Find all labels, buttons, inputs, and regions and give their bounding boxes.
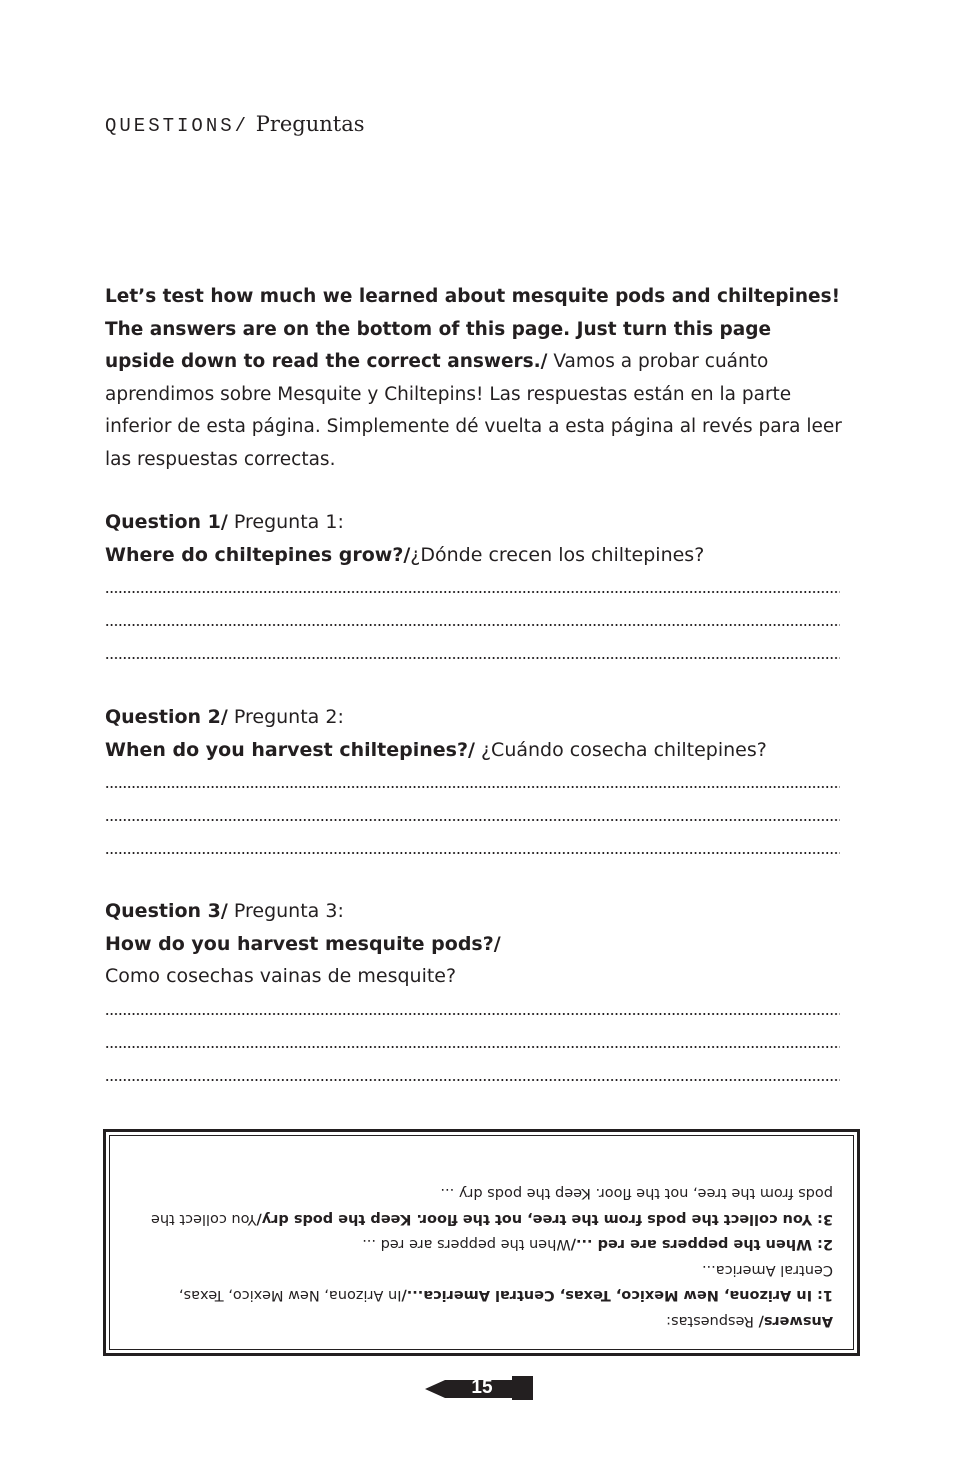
header-questions: QUESTIONS/ bbox=[105, 115, 250, 137]
answer-line[interactable] bbox=[105, 1046, 840, 1048]
header-preguntas: Preguntas bbox=[249, 112, 365, 136]
answers-box bbox=[103, 1129, 860, 1356]
answer-2-en: 2: When the peppers are red .../ bbox=[570, 1236, 833, 1253]
answer-line[interactable] bbox=[105, 624, 840, 626]
question-1 bbox=[105, 506, 845, 571]
intro-spanish: Vamos a probar cuánto aprendimos sobre Mesquite y Chiltepins! Las respuestas están en la parte inferior de esta página. Simplemente dé vuelta a esta página al revés para leer las respuestas correctas. bbox=[105, 351, 842, 470]
answer-line[interactable] bbox=[105, 819, 840, 821]
answer-3-es: You collect the pods from the tree, not the floor. Keep the pods dry ... bbox=[150, 1185, 833, 1227]
answers-inner-border bbox=[109, 1135, 854, 1350]
answers-title: Answers/ bbox=[758, 1313, 833, 1329]
question-3-label: Question 3/ bbox=[105, 900, 228, 922]
question-3-text: How do you harvest mesquite pods?/ bbox=[105, 932, 501, 955]
answer-1-es: In Arizona, New Mexico, Texas, Central America... bbox=[178, 1262, 833, 1304]
answer-1 bbox=[134, 1257, 833, 1308]
answer-line[interactable] bbox=[105, 1079, 840, 1081]
answer-3-en: 3: You collect the pods from the tree, not the floor. Keep the pods dry/ bbox=[256, 1211, 833, 1227]
answer-2 bbox=[134, 1231, 833, 1257]
answer-line[interactable] bbox=[105, 852, 840, 854]
answer-line[interactable] bbox=[105, 786, 840, 788]
answers-title-es: Respuestas: bbox=[666, 1313, 759, 1329]
question-3-text-es: Como cosechas vainas de mesquite? bbox=[105, 965, 457, 987]
question-1-label: Question 1/ bbox=[105, 511, 228, 533]
answer-line[interactable] bbox=[105, 1013, 840, 1015]
question-2 bbox=[105, 701, 845, 766]
answer-2-es: When the peppers are red ... bbox=[362, 1236, 571, 1253]
question-2-text-es: ¿Cuándo cosecha chiltepines? bbox=[474, 738, 767, 761]
section-header bbox=[105, 112, 365, 137]
answers-upside-down bbox=[110, 1136, 853, 1349]
answer-1-en: 1: In Arizona, New Mexico, Texas, Central America.../ bbox=[401, 1287, 833, 1304]
answer-line[interactable] bbox=[105, 591, 840, 593]
question-2-label: Question 2/ bbox=[105, 706, 228, 728]
question-1-text-es: ¿Dónde crecen los chiltepines? bbox=[410, 543, 705, 566]
question-3 bbox=[105, 895, 845, 993]
answer-3 bbox=[134, 1180, 833, 1231]
page-number: 15 bbox=[471, 1377, 493, 1398]
question-2-text: When do you harvest chiltepines?/ bbox=[105, 738, 475, 761]
intro-paragraph bbox=[105, 281, 845, 476]
question-1-text: Where do chiltepines grow?/ bbox=[105, 543, 411, 566]
intro-english: Let’s test how much we learned about mesquite pods and chiltepines! The answers are on the bottom of this page. Just turn this page upside down to read the correct answers./ bbox=[105, 286, 841, 372]
question-2-label-es: Pregunta 2: bbox=[227, 706, 344, 728]
question-1-label-es: Pregunta 1: bbox=[227, 511, 344, 533]
question-3-label-es: Pregunta 3: bbox=[227, 900, 344, 922]
answer-line[interactable] bbox=[105, 657, 840, 659]
